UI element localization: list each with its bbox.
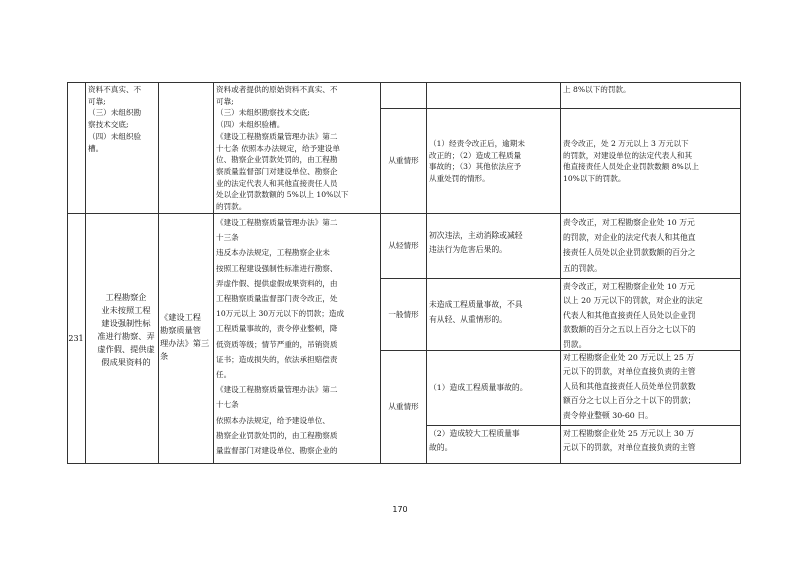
table-rule [85, 82, 86, 463]
table-rule [740, 82, 741, 463]
row-number-cell: 231 [68, 333, 84, 343]
table-rule [560, 82, 561, 463]
basis-short-cell: 《建设工程 勘察质量管 理办法》第三 条 [160, 312, 210, 361]
circumstance-heavy-cell: 从重情形 [388, 402, 419, 412]
legal-basis-cell: 《建设工程勘察质量管理办法》第二 十三条 违反本办法规定，工程勘察企业未 按照工程建设强制性标准进行勘察、 弄虚作假、提供虚假成果资料的，由 工程勘察质量监督部门责令改正，处 10万元以上 30万元以下的罚款；造成 工程质量事故的，责令停业整顿，降 低资质等级；情节严重的，吊销资质 证书；造成损失的，依法承担赔偿责 任。 《建设工程勘察质量管理办法》第二 十七条 依照本办法规定，给予建设单位、 勘察企业罚款处罚的，由工程勘察质 量监督部门对建设单位、勘察企业的 [216, 218, 345, 456]
circumstance-cell: 从重情形 [388, 156, 419, 166]
table-rule [213, 82, 214, 463]
penalty-normal-cell: 责令改正，对工程勘察企业处 10 万元 以上 20 万元以下的罚款，对企业的法定 代表人和其他直接责任人员处以企业罚 款数额的百分之五以上百分之七以下的 罚款。 [563, 282, 703, 349]
table-rule [426, 425, 741, 426]
legal-basis-cell: 资料或者提供的原始资料不真实、不 可靠; （三）未组织勘察技术交底; （四）未组织验槽。 《建设工程勘察质量管理办法》第二 十七条 依照本办法规定，给予建设单 位、勘察企业罚款处罚的，由工程勘 察质量监督部门对建设单位、勘察企 业的法定代表人和其他直接责任人员 处以企业罚款数额的 5%以上 10%以下 的罚款。 [216, 85, 349, 212]
criteria-light-cell: 初次违法，主动消除或减轻 违法行为危害后果的。 [429, 231, 523, 254]
circumstance-normal-cell: 一般情形 [388, 309, 419, 319]
table-rule [67, 82, 741, 83]
behavior-cell: 资料不真实、不 可靠; （三）未组织勘 察技术交底; （四）未组织验 槽。 [88, 85, 142, 153]
circumstance-light-cell: 从轻情形 [388, 241, 419, 251]
penalty-light-cell: 责令改正，对工程勘察企业处 10 万元 的罚款，对企业的法定代表人和其他直 接责任人员处以企业罚款数额的百分之 五的罚款。 [563, 218, 696, 273]
penalty-heavy-2-cell: 对工程勘察企业处 25 万元以上 30 万 元以下的罚款，对单位直接负责的主管 [563, 429, 696, 453]
table-rule [426, 82, 427, 463]
criteria-normal-cell: 未造成工程质量事故，不具 有从轻、从重情形的。 [429, 300, 523, 324]
criteria-heavy-1-cell: （1）造成工程质量事故的。 [429, 383, 528, 393]
behavior-cell: 工程勘察企 业未按照工程 建设强制性标 准进行勘察、弄 虚作假、提供虚 假成果资料的 [97, 292, 155, 367]
penalty-cell: 上 8%以下的罚款。 [563, 85, 631, 94]
table-rule [158, 82, 159, 463]
criteria-cell: （1）经责令改正后，逾期未 改正的；（2）造成工程质量 事故的；（3）其他依法应予 从重处罚的情形。 [429, 139, 525, 184]
penalty-heavy-1-cell: 对工程勘察企业处 20 万元以上 25 万 元以下的罚款，对单位直接负责的主管 人员和其他直接责任人员处单位罚款数 额百分之七以上百分之十以下的罚款； 责令停业整顿 30-60 日。 [563, 353, 696, 420]
page-number: 170 [392, 505, 408, 514]
table-rule [67, 463, 741, 464]
penalty-cell: 责令改正，处 2 万元以上 3 万元以下 的罚款，对建设单位的法定代表人和其 他直接责任人员处企业罚款数额 8%以上 10%以下的罚款。 [563, 139, 699, 184]
criteria-heavy-2-cell: （2）造成较大工程质量事 故的。 [429, 429, 520, 452]
